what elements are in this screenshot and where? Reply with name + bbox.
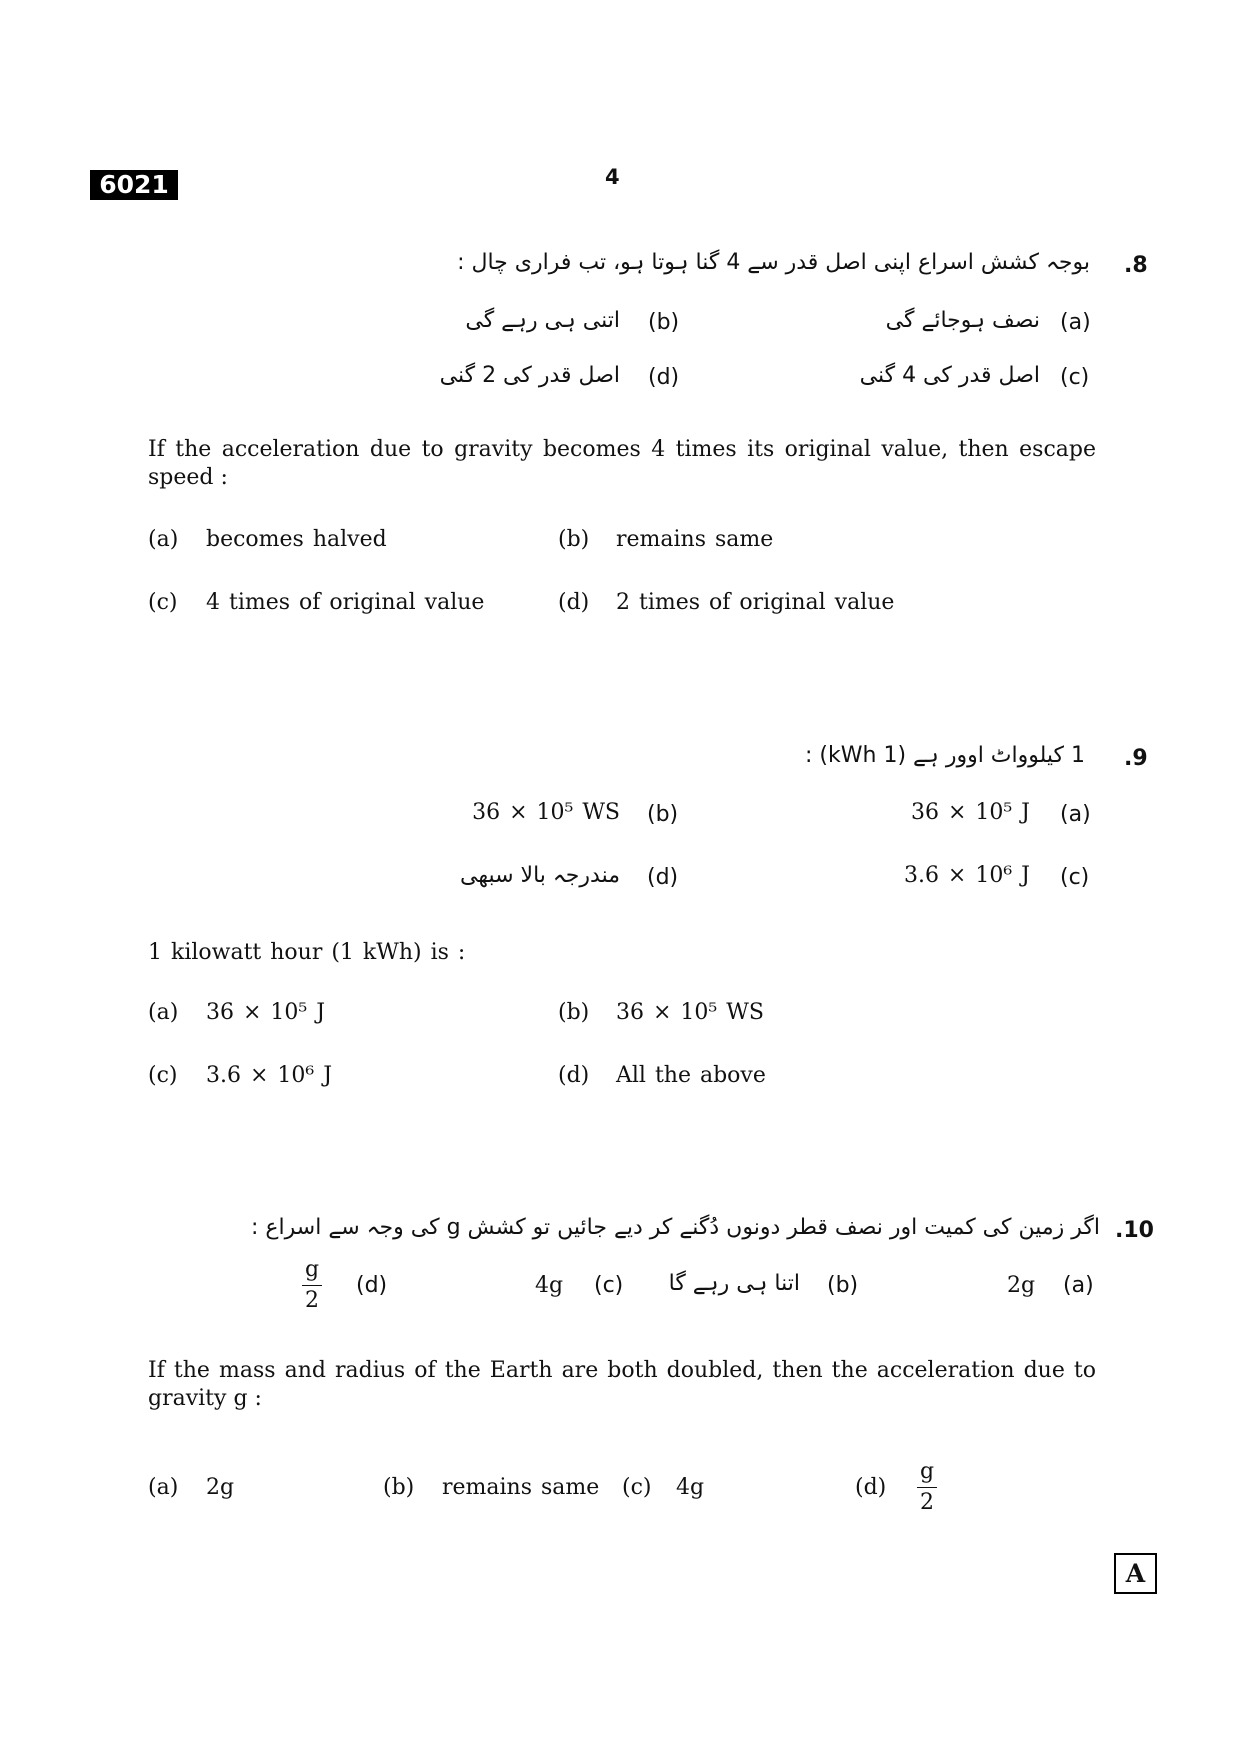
q9-urdu-option-d-label: (d) bbox=[647, 865, 679, 890]
q10-option-c-label: (c) bbox=[622, 1475, 652, 1500]
q8-option-d-label: (d) bbox=[558, 590, 590, 615]
q9-option-b-label: (b) bbox=[558, 1000, 590, 1025]
q9-option-c-label: (c) bbox=[148, 1063, 178, 1088]
set-letter-box: A bbox=[1114, 1553, 1157, 1594]
q8-option-c-label: (c) bbox=[148, 590, 178, 615]
q10-urdu-option-c: 4g bbox=[535, 1273, 564, 1298]
fraction-bar bbox=[302, 1285, 322, 1286]
q8-urdu-option-a-label: (a) bbox=[1060, 310, 1091, 335]
q9-option-d-label: (d) bbox=[558, 1063, 590, 1088]
q10-option-a-label: (a) bbox=[148, 1475, 179, 1500]
q8-urdu-question: بوجہ کشش اسراع اپنی اصل قدر سے 4 گنا ہوتا ہو، تب فراری چال : bbox=[457, 250, 1090, 275]
q10-urdu-option-a: 2g bbox=[1007, 1273, 1036, 1298]
q8-urdu-option-c: اصل قدر کی 4 گنی bbox=[859, 363, 1040, 388]
q8-option-b: remains same bbox=[616, 527, 774, 552]
q9-urdu-option-a-label: (a) bbox=[1060, 802, 1091, 827]
q9-option-a: 36 × 10⁵ J bbox=[206, 1000, 326, 1025]
q10-urdu-option-b-label: (b) bbox=[827, 1273, 859, 1298]
page-number: 4 bbox=[605, 165, 620, 189]
q9-urdu-option-c-label: (c) bbox=[1060, 865, 1090, 890]
q8-urdu-option-d: اصل قدر کی 2 گنی bbox=[439, 363, 620, 388]
fraction-numerator: g bbox=[919, 1459, 935, 1484]
fraction-denominator: 2 bbox=[305, 1288, 319, 1313]
q9-option-c: 3.6 × 10⁶ J bbox=[206, 1063, 333, 1088]
q10-option-d-fraction bbox=[917, 1460, 937, 1515]
q9-urdu-option-b: 36 × 10⁵ WS bbox=[472, 800, 620, 825]
q9-option-a-label: (a) bbox=[148, 1000, 179, 1025]
q10-option-a: 2g bbox=[206, 1475, 235, 1500]
q8-urdu-option-a: نصف ہوجائے گی bbox=[885, 308, 1040, 333]
q10-option-d-label: (d) bbox=[855, 1475, 887, 1500]
q10-urdu-option-c-label: (c) bbox=[594, 1273, 624, 1298]
q8-number: .8 bbox=[1124, 253, 1148, 278]
q10-number: .10 bbox=[1115, 1218, 1154, 1243]
q9-urdu-option-b-label: (b) bbox=[647, 802, 679, 827]
q8-option-b-label: (b) bbox=[558, 527, 590, 552]
q9-urdu-option-c: 3.6 × 10⁶ J bbox=[903, 863, 1030, 888]
q8-urdu-option-b: اتنی ہی رہے گی bbox=[465, 308, 620, 333]
q9-urdu-option-a: 36 × 10⁵ J bbox=[910, 800, 1030, 825]
q10-urdu-option-d-fraction bbox=[302, 1258, 322, 1313]
q10-option-b: remains same bbox=[442, 1475, 600, 1500]
q8-option-c: 4 times of original value bbox=[206, 590, 485, 615]
q9-number: .9 bbox=[1124, 746, 1148, 771]
q9-urdu-option-d: مندرجہ بالا سبھی bbox=[460, 863, 620, 888]
fraction-numerator: g bbox=[304, 1257, 320, 1282]
q10-option-c: 4g bbox=[676, 1475, 705, 1500]
fraction-bar bbox=[917, 1487, 937, 1488]
paper-code-badge: 6021 bbox=[90, 170, 178, 200]
q10-urdu-option-d-label: (d) bbox=[356, 1273, 388, 1298]
fraction-denominator: 2 bbox=[920, 1490, 934, 1515]
q8-english-question: If the acceleration due to gravity becomes 4 times its original value, then escape speed : bbox=[148, 437, 1096, 490]
q8-option-a: becomes halved bbox=[206, 527, 387, 552]
q9-option-b: 36 × 10⁵ WS bbox=[616, 1000, 764, 1025]
q10-urdu-question: اگر زمین کی کمیت اور نصف قطر دونوں دُگنے کر دیے جائیں تو کشش g کی وجہ سے اسراع : bbox=[251, 1215, 1100, 1240]
q8-urdu-option-b-label: (b) bbox=[648, 310, 680, 335]
q8-urdu-option-c-label: (c) bbox=[1060, 365, 1090, 390]
q10-urdu-option-b: اتنا ہی رہے گا bbox=[668, 1271, 800, 1296]
q9-english-question: 1 kilowatt hour (1 kWh) is : bbox=[148, 940, 466, 965]
q10-english-question: If the mass and radius of the Earth are both doubled, then the acceleration due to gravity g : bbox=[148, 1358, 1096, 1411]
q8-urdu-option-d-label: (d) bbox=[648, 365, 680, 390]
q10-option-b-label: (b) bbox=[383, 1475, 415, 1500]
q8-option-a-label: (a) bbox=[148, 527, 179, 552]
q9-option-d: All the above bbox=[616, 1063, 766, 1088]
q8-option-d: 2 times of original value bbox=[616, 590, 895, 615]
q9-urdu-question: 1 کیلوواٹ اوور ہے (1 kWh) : bbox=[805, 743, 1085, 768]
q10-urdu-option-a-label: (a) bbox=[1063, 1273, 1094, 1298]
